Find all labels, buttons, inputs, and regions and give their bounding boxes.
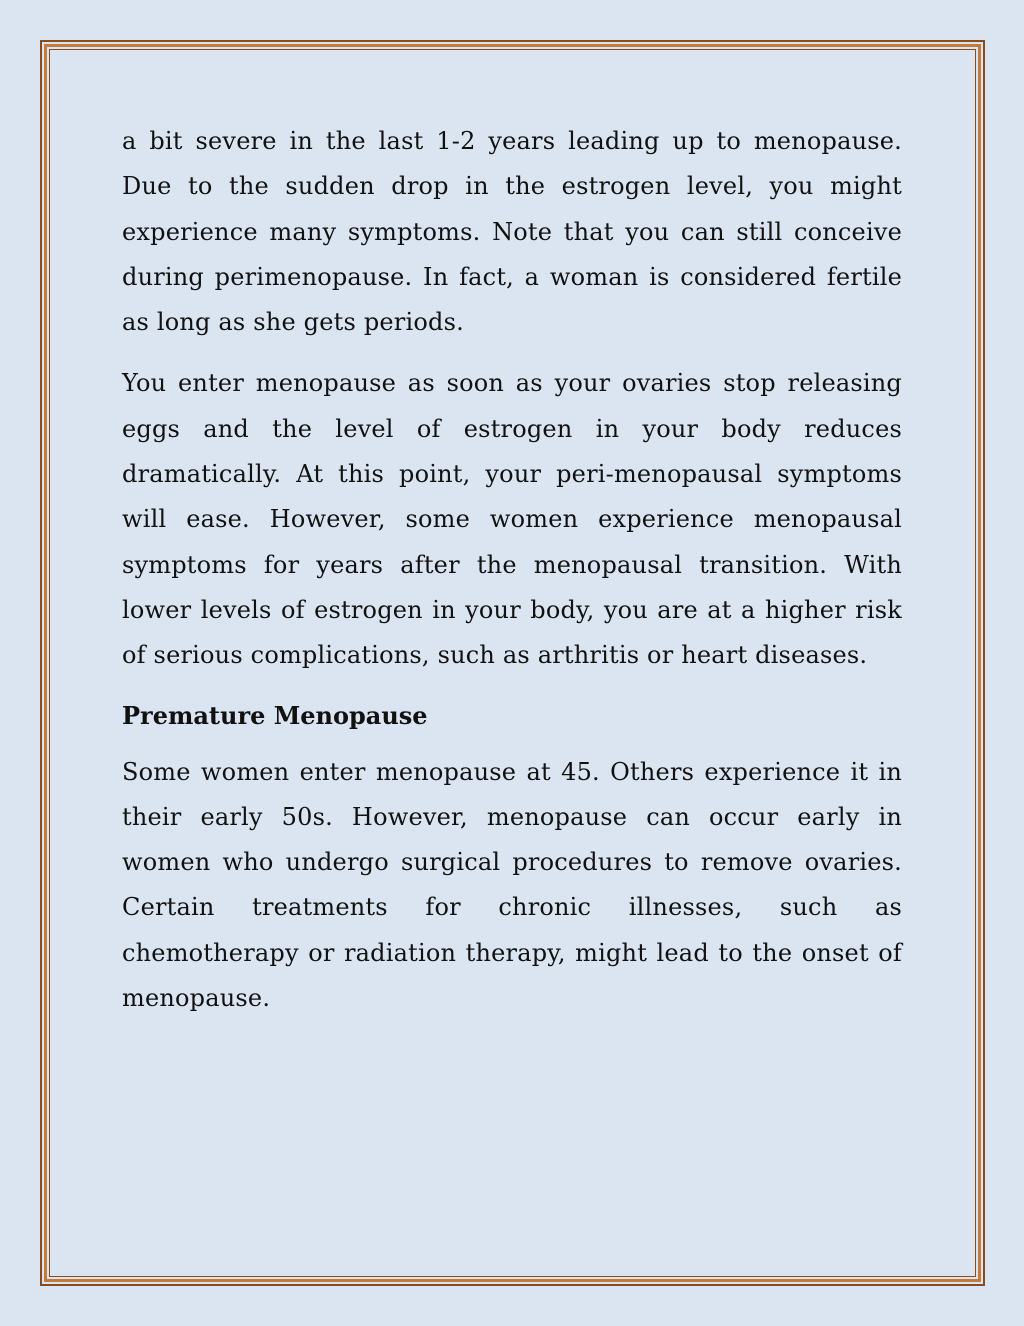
- paragraph-2: You enter menopause as soon as your ovaries stop releasing eggs and the level of estrogen in your body reduces dramatically. At this point, your peri-menopausal symptoms will ease. However, some women experience menopausal symptoms for years after the menopausal transition. With lower levels of estrogen in your body, you are at a higher risk of serious complications, such as arthritis or heart diseases.: [122, 369, 902, 670]
- document-body: [122, 119, 902, 1021]
- paragraph-1: a bit severe in the last 1-2 years leading up to menopause. Due to the sudden drop in the estrogen level, you might experience many symptoms. Note that you can still conceive during perimenopause. In fact, a woman is considered fertile as long as she gets periods.: [122, 127, 902, 337]
- section-heading: Premature Menopause: [122, 700, 428, 730]
- section-paragraph: Some women enter menopause at 45. Others experience it in their early 50s. However, menopause can occur early in women who undergo surgical procedures to remove ovaries. Certain treatments for chronic illnesses, such as chemotherapy or radiation therapy, might lead to the onset of menopause.: [122, 757, 902, 1013]
